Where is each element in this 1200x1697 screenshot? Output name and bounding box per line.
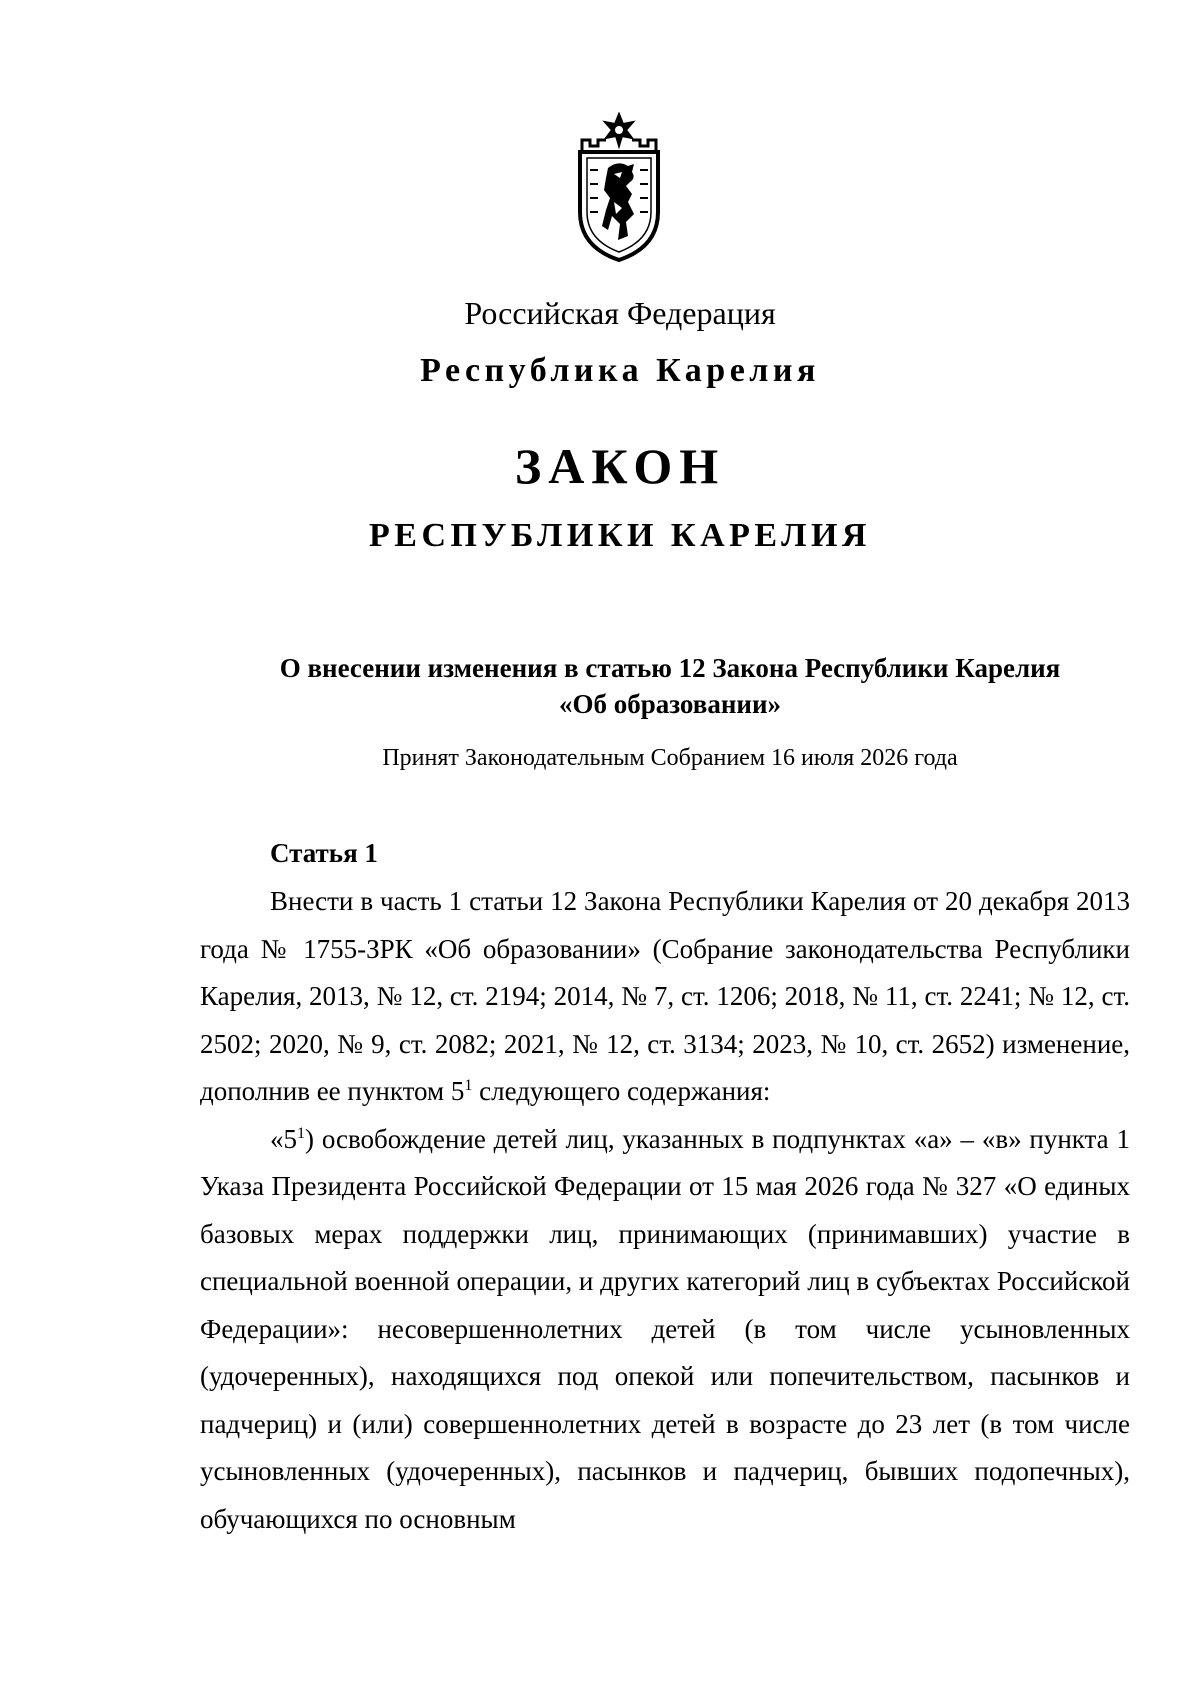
law-title-line-1: О внесении изменения в статью 12 Закона Республики Карелия xyxy=(279,653,1061,683)
superscript: 1 xyxy=(464,1077,473,1094)
law-title-line-2: «Об образовании» xyxy=(558,689,782,719)
paragraph-1-tail: следующего содержания: xyxy=(472,1076,771,1106)
country-name: Российская Федерация xyxy=(464,295,776,331)
paragraph-2-text: ) освобождение детей лиц, указанных в подпунктах «а» – «в» пункта 1 Указа Президента Российской Федерации от 15 мая 2026 года № 327 «О единых базовых мерах поддержки лиц, принимающих (принимавших) участие в специальной военной операции, и других категорий лиц в субъектах Российской Федерации»: несовершеннолетних детей (в том числе усыновленных (удочеренных), находящихся под опекой или попечительством, пасынков и падчериц) и (или) совершеннолетних детей в возрасте до 23 лет (в том числе усыновленных (удочеренных), пасынков и падчериц, бывших подопечных), обучающихся по основным xyxy=(200,1123,1130,1534)
karelia-coat-of-arms-icon xyxy=(574,112,664,262)
paragraph-2-open: «5 xyxy=(270,1123,297,1154)
article-body xyxy=(200,878,1130,1543)
law-title xyxy=(220,650,1120,722)
document-type-subtitle: РЕСПУБЛИКИ КАРЕЛИЯ xyxy=(369,517,871,554)
paragraph-1-text: Внести в часть 1 статьи 12 Закона Республики Карелия от 20 декабря 2013 года № 1755-ЗРК «Об образовании» (Собрание законодательства Республики Карелия, 2013, № 12, ст. 2194; 2014, № 7, ст. 1206; 2018, № 11, ст. 2241; № 12, ст. 2502; 2020, № 9, ст. 2082; 2021, № 12, ст. 3134; 2023, № 10, ст. 2652) изменение, дополнив ее пунктом 5 xyxy=(200,886,1130,1106)
document-type: ЗАКОН xyxy=(514,438,726,494)
article-paragraph-2 xyxy=(200,1116,1130,1544)
article-heading: Статья 1 xyxy=(270,838,378,868)
republic-name: Республика Карелия xyxy=(420,352,820,389)
adoption-note: Принят Законодательным Собранием 16 июля 2026 года xyxy=(382,745,958,771)
article-paragraph-1 xyxy=(200,878,1130,1116)
superscript: 1 xyxy=(297,1124,305,1142)
